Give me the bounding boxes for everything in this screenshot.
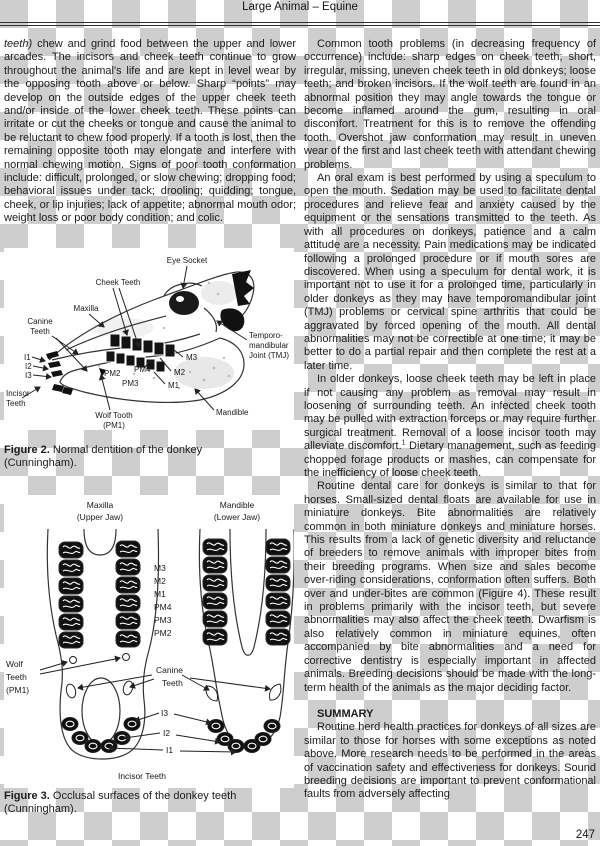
fig2-label-tmj-2: mandibular	[249, 340, 289, 350]
fig2-label-maxilla: Maxilla	[73, 303, 99, 313]
figure3-caption	[4, 790, 268, 817]
figure2-caption-label: Figure 2.	[4, 443, 50, 456]
right-column	[304, 38, 596, 802]
paragraph: Common tooth problems (in decreasing frequency of occurrence) include: sharp edges on cheek teeth; short, irregular, missing, uneven cheek teeth in old donkeys; loose teeth; and broken incisors. If the wolf teeth are found in an abnormal position they may angle towards the tongue or become inflamed around the gum, resulting in oral discomfort. Treatment for this is to remove the offending tooth. Overshot jaw conformation may result in uneven wear of the first and last cheek teeth with attendant chewing problems.	[304, 38, 596, 171]
figure3-caption-label: Figure 3.	[4, 789, 50, 802]
fig2-label-mandible: Mandible	[216, 407, 249, 417]
jaw-drawings	[47, 529, 294, 759]
paragraph	[304, 373, 596, 480]
page-header-title: Large Animal – Equine	[242, 1, 358, 13]
fig3-label-canine-2: Teeth	[162, 677, 183, 688]
fig3-label-canine-1: Canine	[156, 664, 183, 675]
fig3-label-wolf-1: Wolf	[6, 658, 23, 669]
fig2-label-canine-1: Canine	[27, 316, 53, 326]
fig3-label-maxilla: Maxilla	[86, 499, 114, 510]
fig2-label-m3: M3	[186, 352, 198, 362]
footnote-reference: 1	[401, 439, 406, 447]
fig3-label-incisor-teeth: Incisor Teeth	[117, 770, 167, 781]
fig2-label-wolf-tooth: Wolf Tooth	[95, 410, 133, 420]
figure3-caption-line2: (Cunningham).	[4, 803, 77, 816]
fig3-label-i2: I2	[163, 727, 171, 738]
fig2-label-pm2: PM2	[104, 368, 121, 378]
fig2-label-incisor-1: Incisor	[6, 388, 30, 398]
fig3-label-pm4: PM4	[154, 601, 172, 612]
figure2-caption	[4, 444, 268, 471]
page-number: 247	[575, 829, 595, 841]
fig3-label-wolf-2: Teeth	[6, 671, 27, 682]
fig2-label-m2: M2	[174, 367, 186, 377]
fig2-label-eye-socket: Eye Socket	[166, 255, 208, 265]
fig2-label-pm4: PM4	[134, 364, 151, 374]
fig2-label-m1: M1	[168, 380, 180, 390]
fig3-label-pm2: PM2	[154, 627, 172, 638]
italic-lead-word: teeth)	[4, 38, 33, 50]
fig2-label-i2: I2	[25, 361, 32, 371]
fig3-label-m2: M2	[154, 575, 166, 586]
fig2-label-i1: I1	[24, 352, 31, 362]
fig2-label-pm3: PM3	[122, 378, 139, 388]
figure3-svg	[4, 495, 294, 788]
fig3-label-i3: I3	[161, 707, 169, 718]
skull-drawing	[46, 270, 254, 402]
left-column	[4, 38, 296, 817]
fig3-label-pm3: PM3	[154, 614, 172, 625]
fig2-label-cheek-teeth: Cheek Teeth	[95, 277, 141, 287]
fig2-label-canine-2: Teeth	[30, 326, 50, 336]
fig3-label-m1: M1	[154, 588, 166, 599]
fig3-label-m3: M3	[154, 562, 166, 573]
figure3-occlusal-diagram	[4, 495, 294, 788]
figure3-caption-text: Occlusal surfaces of the donkey teeth	[49, 789, 237, 802]
paragraph: An oral exam is best performed by using a speculum to open the mouth. Sedation may be used to facilitate dental procedures and relieve fear and anxiety caused by the equipment or the sensations transmitted to the teeth. As with all procedures on donkeys, patience and a calm attitude are a necessity. Pain medications may be indicated following a prolonged procedure or if mouth sores are discovered. When using a speculum for dental work, it is important not to use it for a prolonged time, particularly in older donkeys as they may have temporomandibular joint (TMJ) problems or cervical spine arthritis that could be aggravated by forced opening of the mouth. All dental abnormalities may not be correctible at one time; it may be better to do a partial repair and then complete the rest at a later time.	[304, 172, 596, 372]
paragraph-text: Dietary management, such as feeding chopped forage products or mashes, can compensate for the inefficiency of loose cheek teeth.	[304, 440, 596, 479]
paragraph	[4, 38, 296, 226]
header-divider-rule	[0, 22, 600, 26]
paragraph-text: In older donkeys, loose cheek teeth may be left in place if not causing any problem as removal may result in loosening of surrounding teeth. An infected cheek tooth may be pulled with extraction forceps or may require further surgical treatment. Removal of a loose incisor tooth may alleviate discomfort.	[304, 373, 596, 453]
fig3-label-i1: I1	[166, 744, 174, 755]
fig3-label-upper-jaw: (Upper Jaw)	[76, 511, 124, 522]
fig3-label-wolf-3: (PM1)	[6, 684, 30, 695]
fig2-label-tmj-3: Joint (TMJ)	[249, 350, 289, 360]
figure2-caption-text: Normal dentition of the donkey	[49, 443, 203, 456]
fig2-label-wolf-pm1: (PM1)	[103, 420, 125, 430]
summary-heading: SUMMARY	[317, 707, 374, 720]
figure2-caption-line2: (Cunningham).	[4, 457, 77, 470]
fig2-label-i3: I3	[25, 370, 32, 380]
paragraph-text: chew and grind food between the upper and lower arcades. The incisors and cheek teeth continue to grow throughout the animal's life and are kept in level wear by the opposing tooth above or below. Sharp “points” may develop on the outside edges of the upper cheek teeth and/or inside of the lower cheek teeth. These points can irritate or cut the cheeks or tongue and cause the animal to be reluctant to chew food properly. If a tooth is lost, then the remaining opposite tooth may elongate and interfere with normal chewing motion. Signs of poor tooth conformation include: difficult, prolonged, or slow chewing; dropping food; behavioral issues under tack; drooling; quidding; tongue, cheek, or lip injuries; lack of appetite; abnormal mouth odor; weight loss or poor body condition; and colic.	[4, 38, 296, 225]
fig3-label-mandible: Mandible	[219, 499, 255, 510]
figure2-svg	[4, 248, 294, 430]
fig2-label-tmj-1: Temporo-	[249, 330, 283, 340]
figure2-skull-diagram	[4, 248, 294, 430]
fig2-label-incisor-2: Teeth	[6, 398, 26, 408]
fig3-label-lower-jaw: (Lower Jaw)	[213, 511, 261, 522]
paragraph: Routine dental care for donkeys is similar to that for horses. Small-sized dental floats are available for use in miniature donkeys. Bite abnormalities are relatively common in both miniature donkeys and miniature horses. This results from a lack of genetic diversity and reluctance of breeders to remove animals with improper bites from their breeding programs. When size and sales become over-riding considerations, conformation often suffers. Both over and under-bites are common (Figure 4). These result in problems primarily with the incisor teeth, but severe abnormalities may also affect the cheek teeth. Dwarfism is also relatively common in miniature equines, often accompanied by bite abnormalities and a need for corrective dentistry is especially important in affected animals. Breeding decisions should be made with the long-term health of the animals as the major deciding factor.	[304, 480, 596, 694]
paragraph: Routine herd health practices for donkeys of all sizes are similar to those for horses with some exceptions as noted above. More research needs to be performed in the areas of vaccination safety and effectiveness for donkeys. Sound breeding decisions are important to prevent conformational faults from adversely affecting	[304, 721, 596, 801]
